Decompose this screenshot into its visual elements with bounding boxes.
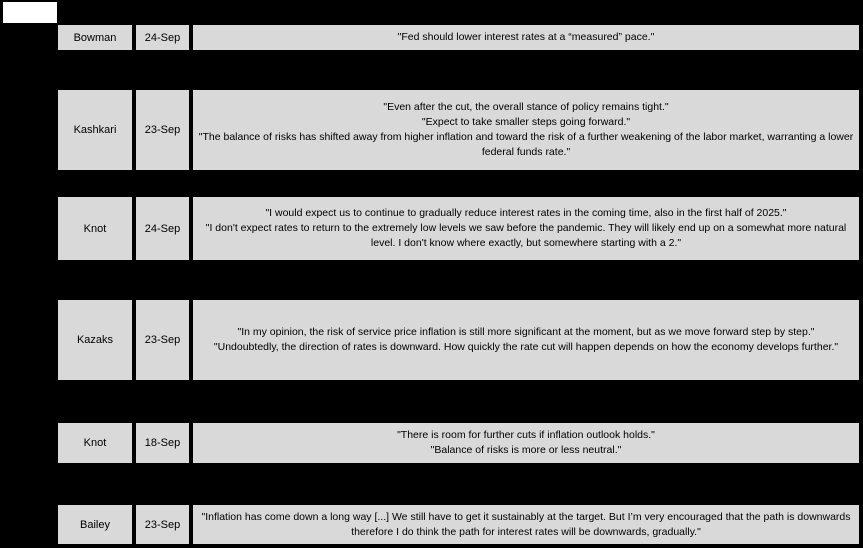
quote-text-cell [193, 25, 859, 50]
quote-line: "Inflation has come down a long way [...] We still have to get it sustainably at the target. But I’m very encouraged that the path is downwards therefore I do think the path for interest rates will be downwards, gradually." [201, 510, 851, 538]
quote-date-cell: 24-Sep [136, 25, 189, 50]
quote-line: "The balance of risks has shifted away from higher inflation and toward the risk of a further weakening of the labor market, warranting a lower federal funds rate." [198, 131, 854, 158]
quote-line: "I don't expect rates to return to the extremely low levels we saw before the pandemic. They will likely end up on a somewhat more natural level. I don't know where exactly, but somewhere starting with a 2." [205, 222, 847, 249]
table-row [58, 505, 859, 544]
quote-line: "Even after the cut, the overall stance of policy remains tight." [383, 101, 669, 113]
table-row [58, 25, 859, 50]
corner-box [3, 2, 57, 23]
quote-line: "Fed should lower interest rates at a “measured” pace." [397, 31, 655, 43]
quote-line: "I would expect us to continue to gradually reduce interest rates in the coming time, also in the first half of 2025." [265, 207, 787, 219]
quote-date-cell: 23-Sep [136, 90, 189, 170]
quote-text-cell [193, 197, 859, 260]
quote-date-cell: 24-Sep [136, 197, 189, 260]
speaker-name-cell: Kazaks [58, 300, 132, 380]
quote-line: "Expect to take smaller steps going forward." [421, 116, 631, 128]
speaker-name-cell: Bailey [58, 505, 132, 544]
table-row [58, 300, 859, 380]
quote-line: "In my opinion, the risk of service price inflation is still more significant at the moment, but as we move forward step by step." [237, 326, 815, 338]
quote-text-cell [193, 505, 859, 544]
quote-date-cell: 18-Sep [136, 423, 189, 463]
table-row [58, 423, 859, 463]
quote-line: "Undoubtedly, the direction of rates is downward. How quickly the rate cut will happen depends on how the economy develops further." [213, 341, 839, 353]
quote-text-cell [193, 90, 859, 170]
table-row [58, 197, 859, 260]
speaker-name-cell: Knot [58, 423, 132, 463]
quote-date-cell: 23-Sep [136, 505, 189, 544]
table-row [58, 90, 859, 170]
quote-text-cell [193, 423, 859, 463]
quote-line: "There is room for further cuts if inflation outlook holds." [397, 429, 655, 441]
quote-date-cell: 23-Sep [136, 300, 189, 380]
quote-text-cell [193, 300, 859, 380]
speaker-name-cell: Bowman [58, 25, 132, 50]
quote-line: "Balance of risks is more or less neutral." [430, 444, 622, 456]
speaker-name-cell: Kashkari [58, 90, 132, 170]
speaker-name-cell: Knot [58, 197, 132, 260]
